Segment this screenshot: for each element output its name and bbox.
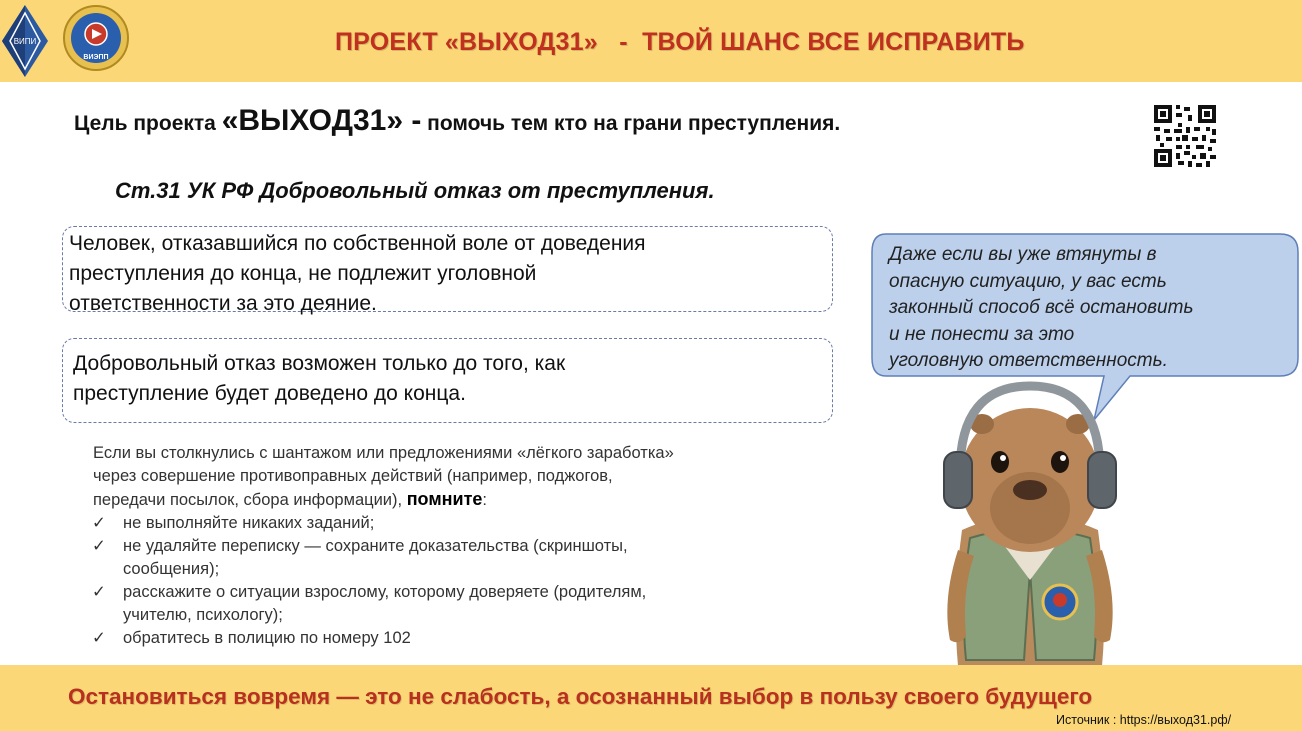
capybara-mascot — [930, 380, 1130, 666]
goal-suffix: помочь тем кто на грани преступления. — [421, 112, 841, 135]
source-link[interactable]: Источник : https://выход31.рф/ — [1056, 713, 1232, 727]
goal-project-name: «ВЫХОД31» - — [221, 104, 422, 137]
info-line: передачи посылок, сбора информации), помните: — [93, 489, 487, 509]
box-line: Человек, отказавшийся по собственной воле от доведения — [69, 232, 646, 255]
box-line: ответственности за это деяние. — [69, 292, 377, 315]
vieapp-emblem — [62, 4, 130, 72]
svg-text:ВИПИ: ВИПИ — [13, 37, 37, 46]
article-heading: Ст.31 УК РФ Добровольный отказ от преступления. — [115, 178, 715, 203]
check-icon: ✓ — [92, 537, 106, 555]
list-item: ✓ обратитесь в полицию по номеру 102 — [92, 627, 832, 650]
advice-intro — [93, 442, 843, 512]
box-line: Добровольный отказ возможен только до того, как — [73, 352, 566, 375]
check-icon: ✓ — [92, 514, 106, 532]
goal-prefix: Цель проекта — [74, 112, 222, 135]
vipi-logo — [0, 3, 50, 79]
legal-definition-box — [62, 226, 833, 315]
advice-checklist — [92, 512, 832, 650]
check-icon: ✓ — [92, 629, 106, 647]
check-icon: ✓ — [92, 583, 106, 601]
project-goal — [74, 104, 840, 138]
page-title: ПРОЕКТ «ВЫХОД31» - ТВОЙ ШАНС ВСЕ ИСПРАВИТЬ — [335, 28, 1025, 56]
info-line: через совершение противоправных действий (например, поджогов, — [93, 467, 613, 485]
box-line: преступление будет доведено до конца. — [73, 382, 466, 405]
bubble-text: Даже если вы уже втянуты в опасную ситуацию, у вас есть законный способ всё остановить и не понести за это уголовную ответственность. — [889, 244, 1194, 371]
box-line: преступления до конца, не подлежит уголовной — [69, 262, 537, 285]
footer-slogan: Остановиться вовремя — это не слабость, а осознанный выбор в пользу своего будущего — [68, 684, 1093, 709]
list-item: ✓ не выполняйте никаких заданий; — [92, 512, 832, 535]
svg-text:ВИЭПП: ВИЭПП — [83, 54, 109, 61]
info-line: Если вы столкнулись с шантажом или предложениями «лёгкого заработка» — [93, 444, 674, 462]
remember-word: помните — [406, 489, 483, 509]
voluntary-refusal-box — [62, 338, 833, 423]
qr-code-icon[interactable] — [1152, 103, 1218, 169]
list-item: ✓ расскажите о ситуации взрослому, которому доверяете (родителям, учителю, психологу); — [92, 583, 647, 624]
list-item: ✓ не удаляйте переписку — сохраните доказательства (скриншоты, сообщения); — [92, 537, 628, 578]
